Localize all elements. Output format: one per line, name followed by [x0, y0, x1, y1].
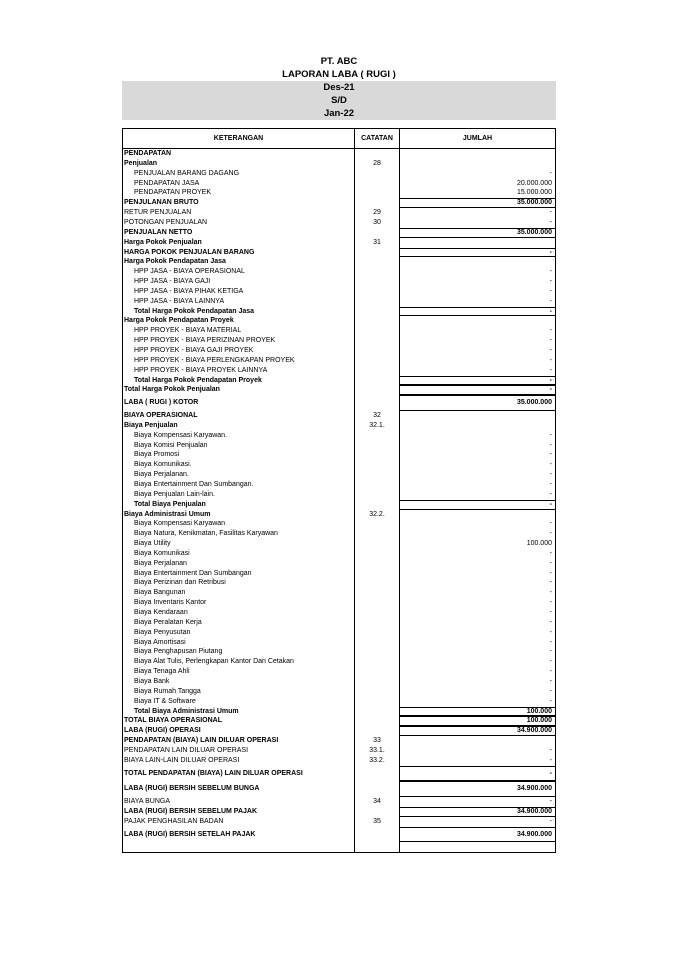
row-amount: -: [549, 697, 552, 705]
table-row: [123, 326, 555, 336]
row-label: Biaya IT & Software: [134, 697, 196, 705]
row-label: Biaya Amortisasi: [134, 638, 186, 646]
table-row: [123, 460, 555, 470]
table-row: [123, 188, 555, 198]
row-note: 33.1.: [369, 746, 385, 754]
table-row: [123, 395, 555, 411]
table-row: [123, 519, 555, 529]
table-row: [123, 549, 555, 559]
table-row: [123, 307, 555, 317]
row-label: Biaya Rumah Tangga: [134, 687, 201, 695]
table-row: [123, 677, 555, 687]
row-amount: -: [549, 356, 552, 364]
amount-box: [400, 385, 555, 395]
row-note: 33.2.: [369, 756, 385, 764]
row-label: Harga Pokok Penjualan: [124, 238, 202, 246]
row-amount: -: [549, 658, 552, 666]
row-amount: 34.900.000: [516, 727, 552, 735]
table-row: [123, 356, 555, 366]
table-row: [123, 411, 555, 421]
row-label: Biaya Penyusutan: [134, 628, 191, 636]
row-label: PENDAPATAN: [124, 150, 172, 157]
row-amount: 35.000.000: [516, 399, 552, 407]
table-row: [123, 559, 555, 569]
table-row: [123, 807, 555, 817]
amount-box: [400, 248, 555, 258]
row-note: 32: [373, 412, 381, 419]
row-label: BIAYA BUNGA: [124, 798, 171, 806]
table-row: [123, 228, 555, 238]
table-row: [123, 667, 555, 677]
table-row: [123, 781, 555, 797]
row-label: Total Biaya Administrasi Umum: [134, 707, 239, 715]
table-row: [123, 470, 555, 480]
row-amount: -: [549, 677, 552, 685]
row-label: HPP JASA - BIAYA LAINNYA: [134, 297, 225, 305]
row-label: LABA (RUGI) BERSIH SEBELUM PAJAK: [124, 807, 258, 815]
row-amount: -: [549, 480, 552, 488]
row-label: Biaya Komunikasi: [134, 549, 190, 557]
row-label: Biaya Entertainment Dan Sumbangan: [134, 569, 252, 577]
table-row: [123, 687, 555, 697]
table-row: [123, 267, 555, 277]
table-row: [123, 756, 555, 766]
company-name: PT. ABC: [320, 56, 358, 67]
row-amount: -: [549, 337, 552, 345]
row-label: Biaya Utility: [134, 540, 171, 548]
table-row: [123, 598, 555, 608]
table-row: [123, 510, 555, 520]
row-amount: -: [549, 347, 552, 354]
row-note: 28: [373, 159, 381, 167]
row-label: HPP JASA - BIAYA OPERASIONAL: [134, 268, 245, 276]
row-label: HPP PROYEK - BIAYA PERLENGKAPAN PROYEK: [134, 356, 295, 364]
row-label: Total Harga Pokok Pendapatan Proyek: [134, 376, 262, 384]
row-label: Biaya Penjualan Lain-lain.: [134, 490, 215, 498]
row-amount: 35.000.000: [516, 228, 552, 236]
row-label: Biaya Bank: [134, 677, 170, 685]
row-amount: -: [549, 618, 552, 626]
row-label: PENJULANAN BRUTO: [124, 199, 199, 207]
row-amount: 100.000: [526, 540, 552, 548]
row-label: PENDAPATAN JASA: [134, 179, 200, 187]
row-amount: 15.000.000: [516, 189, 552, 197]
row-label: POTONGAN PENJUALAN: [124, 218, 208, 226]
row-label: LABA (RUGI) BERSIH SEBELUM BUNGA: [124, 785, 260, 793]
table-row: [123, 316, 555, 326]
period-end: Jan-22: [323, 108, 355, 119]
amount-box: [400, 766, 555, 782]
row-amount: 35.000.000: [516, 199, 552, 207]
row-note: 34: [373, 798, 381, 806]
row-label: TOTAL PENDAPATAN (BIAYA) LAIN DILUAR OPERASI: [124, 769, 303, 777]
row-amount: -: [549, 599, 552, 607]
row-label: PENJUALAN NETTO: [124, 228, 193, 236]
table-row: [123, 169, 555, 179]
table-row: [123, 746, 555, 756]
row-label: BIAYA LAIN-LAIN DILUAR OPERASI: [124, 756, 240, 764]
amount-box: [400, 307, 555, 317]
row-label: HPP PROYEK - BIAYA GAJI PROYEK: [134, 347, 254, 354]
row-amount: -: [549, 327, 552, 335]
row-amount: -: [549, 668, 552, 676]
row-amount: -: [549, 366, 552, 374]
row-amount: -: [549, 579, 552, 587]
row-label: Biaya Perizinan dan Retribusi: [134, 579, 226, 587]
row-label: HPP JASA - BIAYA PIHAK KETIGA: [134, 287, 244, 295]
row-label: PENDAPATAN (BIAYA) LAIN DILUAR OPERASI: [124, 737, 279, 745]
table-row: [123, 647, 555, 657]
table-row: [123, 529, 555, 539]
row-amount: -: [549, 268, 552, 276]
table-row: [123, 385, 555, 395]
row-label: Biaya Kendaraan: [134, 609, 188, 616]
row-label: Biaya Entertainment Dan Sumbangan.: [134, 480, 254, 488]
row-label: Biaya Peralatan Kerja: [134, 618, 202, 626]
table-row: [123, 450, 555, 460]
table-row: [123, 238, 555, 248]
row-amount: -: [549, 798, 552, 806]
row-amount: -: [549, 756, 552, 764]
row-label: HPP PROYEK - BIAYA PROYEK LAINNYA: [134, 366, 268, 374]
row-amount: 34.900.000: [516, 785, 552, 793]
row-label: Biaya Promosi: [134, 451, 180, 459]
row-note: 30: [373, 218, 381, 226]
table-row: [123, 218, 555, 228]
row-label: LABA (RUGI) OPERASI: [124, 727, 201, 735]
row-amount: -: [549, 451, 552, 459]
row-label: Total Biaya Penjualan: [134, 500, 206, 508]
row-note: 33: [373, 737, 381, 745]
table-row: [123, 539, 555, 549]
table-row: [123, 618, 555, 628]
table-row: [123, 588, 555, 598]
table-row: [123, 628, 555, 638]
table-row: [123, 198, 555, 208]
row-amount: -: [549, 559, 552, 567]
row-amount: -: [549, 530, 552, 538]
row-amount: -: [549, 638, 552, 646]
row-label: Biaya Perjalanan.: [134, 471, 189, 479]
row-label: Biaya Komunikasi.: [134, 461, 192, 469]
row-note: 32.2.: [369, 510, 385, 518]
row-amount: -: [549, 287, 552, 295]
row-amount: -: [549, 307, 552, 315]
row-note: 29: [373, 209, 381, 217]
row-label: PENJUALAN BARANG DAGANG: [134, 169, 240, 177]
table-row: [123, 797, 555, 807]
row-amount: -: [549, 278, 552, 286]
row-label: HPP PROYEK - BIAYA MATERIAL: [134, 327, 242, 335]
row-amount: -: [549, 376, 552, 384]
period-start: Des-21: [323, 82, 355, 93]
row-label: Biaya Alat Tulis, Perlengkapan Kantor Dan Cetakan: [134, 658, 294, 666]
row-label: HPP JASA - BIAYA GAJI: [134, 278, 211, 286]
row-label: Biaya Komisi Penjualan: [134, 441, 208, 449]
header-catatan: CATATAN: [361, 135, 393, 142]
table-row: [123, 287, 555, 297]
table-row: [123, 431, 555, 441]
row-label: PENDAPATAN LAIN DILUAR OPERASI: [124, 746, 249, 754]
row-label: Harga Pokok Pendapatan Jasa: [124, 258, 226, 266]
table-row: [123, 817, 555, 827]
row-amount: -: [549, 549, 552, 557]
row-label: BIAYA OPERASIONAL: [124, 412, 198, 419]
table-row: [123, 657, 555, 667]
header-jumlah: JUMLAH: [462, 135, 493, 142]
row-amount: 34.900.000: [516, 807, 552, 815]
row-amount: -: [549, 297, 552, 305]
row-label: Biaya Perjalanan: [134, 559, 187, 567]
table-row: [123, 159, 555, 169]
table-row: [123, 248, 555, 258]
row-label: Biaya Penjualan: [124, 421, 178, 429]
amount-box: [400, 376, 555, 386]
row-amount: -: [549, 520, 552, 528]
row-label: PAJAK PENGHASILAN BADAN: [124, 817, 224, 825]
row-label: Total Harga Pokok Pendapatan Jasa: [134, 307, 255, 315]
table-row: [123, 421, 555, 431]
row-label: Penjualan: [124, 159, 158, 167]
row-label: HPP PROYEK - BIAYA PERIZINAN PROYEK: [134, 337, 276, 345]
row-amount: 20.000.000: [516, 179, 552, 187]
row-label: Biaya Kompensasi Karyawan.: [134, 431, 227, 439]
period-box: [122, 81, 556, 120]
row-label: Biaya Natura, Kenikmatan, Fasilitas Karyawan: [134, 530, 278, 538]
table-row: [123, 297, 555, 307]
table-row: [123, 716, 555, 726]
table-row: [123, 608, 555, 618]
table-row: [123, 179, 555, 189]
table-row: [123, 208, 555, 218]
table-row: [123, 638, 555, 648]
row-note: 31: [373, 238, 381, 246]
table-row: [123, 257, 555, 267]
row-amount: 100.000: [526, 717, 552, 725]
row-amount: -: [549, 209, 552, 217]
table-row: [123, 366, 555, 376]
table-header: [123, 129, 555, 149]
table-row: [123, 569, 555, 579]
row-amount: -: [549, 769, 552, 777]
table-row: [123, 697, 555, 707]
row-amount: 34.900.000: [516, 830, 552, 838]
period-separator: S/D: [331, 95, 347, 106]
row-amount: -: [549, 431, 552, 439]
header-keterangan: KETERANGAN: [213, 135, 264, 142]
row-note: 35: [373, 817, 381, 825]
row-label: Total Harga Pokok Penjualan: [124, 386, 220, 394]
row-amount: -: [549, 746, 552, 754]
row-label: LABA (RUGI) BERSIH SETELAH PAJAK: [124, 830, 256, 838]
table-row: [123, 277, 555, 287]
row-label: Harga Pokok Pendapatan Proyek: [124, 317, 234, 325]
amount-box: [400, 500, 555, 510]
row-label: PENDAPATAN PROYEK: [134, 189, 212, 197]
row-amount: 100.000: [526, 707, 552, 715]
row-amount: -: [549, 500, 552, 508]
row-note: 32.1.: [369, 421, 385, 429]
table-row: [123, 500, 555, 510]
table-row: [123, 736, 555, 746]
row-label: Biaya Inventaris Kantor: [134, 599, 207, 607]
table-row: [123, 490, 555, 500]
row-label: Biaya Administrasi Umum: [124, 510, 211, 518]
table-row: [123, 346, 555, 356]
row-amount: -: [549, 490, 552, 498]
table-row: [123, 726, 555, 736]
table-row: [123, 827, 555, 843]
row-amount: -: [549, 589, 552, 597]
income-statement-table: [122, 128, 556, 853]
row-amount: -: [549, 169, 552, 177]
row-label: Biaya Bangunan: [134, 589, 186, 597]
row-label: Biaya Penghapusan Piutang: [134, 648, 223, 656]
row-amount: -: [549, 441, 552, 449]
row-label: Biaya Tenaga Ahli: [134, 668, 190, 676]
table-row: [123, 336, 555, 346]
report-title: LAPORAN LABA ( RUGI ): [282, 69, 396, 80]
row-amount: -: [549, 218, 552, 226]
row-label: LABA ( RUGI ) KOTOR: [124, 399, 199, 407]
table-row: [123, 376, 555, 386]
row-amount: -: [549, 569, 552, 577]
row-amount: -: [549, 386, 552, 394]
row-label: TOTAL BIAYA OPERASIONAL: [124, 717, 223, 725]
row-amount: -: [549, 817, 552, 825]
table-row: [123, 441, 555, 451]
table-row: [123, 707, 555, 717]
row-amount: -: [549, 648, 552, 656]
table-row: [123, 480, 555, 490]
row-label: RETUR PENJUALAN: [124, 209, 192, 217]
table-row: [123, 149, 555, 159]
row-amount: -: [549, 609, 552, 616]
row-label: Biaya Kompensasi Karyawan: [134, 520, 226, 528]
row-amount: -: [549, 628, 552, 636]
row-amount: -: [549, 248, 552, 256]
row-label: HARGA POKOK PENJUALAN BARANG: [124, 248, 255, 256]
row-amount: -: [549, 471, 552, 479]
table-row: [123, 578, 555, 588]
row-amount: -: [549, 461, 552, 469]
table-row: [123, 766, 555, 782]
row-amount: -: [549, 687, 552, 695]
